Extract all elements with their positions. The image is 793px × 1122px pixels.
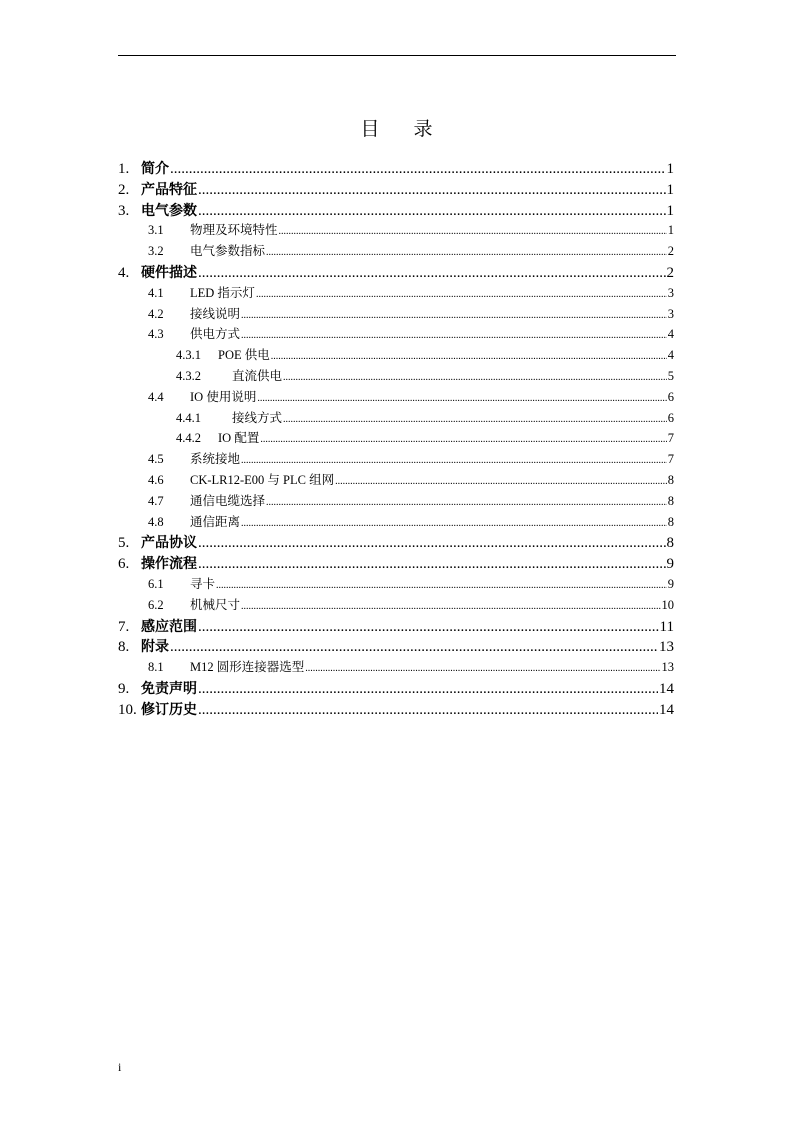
toc-entry-title: 产品协议 [141,535,197,552]
toc-entry-4-1[interactable] [118,283,674,304]
toc-entry-number: 2. [118,181,130,198]
toc-entry-number: 4.2 [148,306,164,321]
dot-leader [279,223,667,238]
dot-leader [198,619,659,636]
dot-leader [170,161,666,178]
dot-leader [266,494,667,509]
toc-entry-6[interactable] [118,553,674,574]
toc-entry-page: 14 [659,701,674,718]
toc-entry-title: 电气参数指标 [190,244,266,259]
dot-leader [241,327,667,342]
toc-entry-4-8[interactable] [118,512,674,533]
toc-entry-title: CK-LR12-E00 与 PLC 组网 [190,472,335,487]
toc-entry-4-3-2[interactable] [118,366,674,387]
toc-entry-page: 4 [667,327,674,342]
toc-entry-number: 4. [118,264,130,281]
toc-entry-3[interactable] [118,200,674,221]
toc-entry-title: 硬件描述 [141,264,197,281]
toc-entry-title: 产品特征 [141,181,197,198]
toc-entry-number: 4.4 [148,389,164,404]
toc-entry-number: 4.1 [148,285,164,300]
toc-entry-page: 11 [659,618,674,635]
toc-entry-4-4[interactable] [118,387,674,408]
toc-entry-page: 9 [667,576,674,591]
toc-entry-number: 3.1 [148,223,164,238]
toc-entry-title: 系统接地 [190,452,241,467]
toc-entry-title: 直流供电 [232,368,283,383]
dot-leader [335,473,667,488]
toc-entry-title: POE 供电 [218,348,270,363]
toc-entry-4-3[interactable] [118,324,674,345]
toc-entry-number: 4.3 [148,327,164,342]
table-of-contents [118,158,674,720]
toc-entry-title: 寻卡 [190,576,216,591]
toc-entry-number: 4.4.1 [176,410,201,425]
toc-entry-page: 4 [667,348,674,363]
toc-entry-7[interactable] [118,616,674,637]
toc-entry-number: 4.8 [148,514,164,529]
toc-entry-4-4-1[interactable] [118,408,674,429]
toc-entry-page: 8 [667,493,674,508]
toc-entry-title: 简介 [141,161,169,177]
dot-leader [241,307,667,322]
footer-page-number: i [118,1060,122,1074]
toc-entry-number: 8. [118,639,130,656]
toc-entry-title: 物理及环境特性 [190,223,278,238]
dot-leader [266,244,667,259]
toc-entry-number: 4.3.1 [176,348,201,363]
toc-entry-page: 14 [659,680,674,697]
toc-entry-number: 1. [118,161,130,177]
toc-entry-number: 10. [118,701,137,718]
toc-entry-4[interactable] [118,262,674,283]
toc-entry-title: 附录 [141,639,169,656]
toc-entry-title: 通信电缆选择 [190,493,266,508]
toc-entry-4-2[interactable] [118,304,674,325]
dot-leader [241,452,667,467]
toc-entry-number: 9. [118,680,130,697]
toc-entry-1[interactable] [118,158,674,179]
toc-entry-page: 5 [667,368,674,383]
toc-entry-10[interactable] [118,699,674,720]
toc-entry-number: 4.5 [148,452,164,467]
dot-leader [198,556,666,573]
toc-entry-4-3-1[interactable] [118,345,674,366]
toc-entry-page: 1 [666,181,674,198]
toc-entry-page: 13 [659,639,674,656]
toc-entry-page: 9 [666,556,674,573]
dot-leader [198,182,666,199]
toc-entry-number: 6. [118,556,130,573]
toc-entry-title: 接线方式 [232,410,283,425]
dot-leader [198,681,658,698]
dot-leader [257,390,666,405]
toc-entry-4-5[interactable] [118,449,674,470]
toc-entry-page: 6 [667,410,674,425]
toc-entry-title: 接线说明 [190,306,241,321]
toc-entry-page: 2 [667,244,674,259]
toc-entry-title: M12 圆形连接器选型 [190,660,305,675]
toc-entry-title: 机械尺寸 [190,597,241,612]
page-title: 目 录 [360,118,447,140]
dot-leader [260,431,666,446]
toc-entry-4-6[interactable] [118,470,674,491]
toc-entry-number: 4.3.2 [176,368,201,383]
toc-entry-3-1[interactable] [118,220,674,241]
toc-entry-number: 3. [118,202,130,219]
toc-entry-page: 6 [667,389,674,404]
toc-entry-number: 8.1 [148,660,164,675]
toc-entry-6-2[interactable] [118,595,674,616]
toc-entry-page: 2 [666,264,674,281]
toc-entry-4-4-2[interactable] [118,428,674,449]
toc-entry-8[interactable] [118,636,674,657]
toc-entry-5[interactable] [118,532,674,553]
toc-entry-title: 感应范围 [141,618,197,635]
toc-entry-number: 4.6 [148,472,164,487]
toc-entry-page: 7 [667,452,674,467]
dot-leader [256,286,667,301]
toc-entry-title: 供电方式 [190,327,241,342]
dot-leader [198,265,666,282]
toc-entry-page: 8 [666,535,674,552]
dot-leader [198,203,666,220]
dot-leader [283,369,667,384]
toc-entry-title: IO 使用说明 [190,389,257,404]
toc-entry-page: 8 [667,472,674,487]
toc-entry-page: 3 [667,285,674,300]
dot-leader [198,702,658,719]
toc-entry-number: 6.2 [148,597,164,612]
toc-entry-title: 电气参数 [141,202,197,219]
toc-entry-2[interactable] [118,179,674,200]
toc-entry-page: 1 [666,161,674,177]
toc-entry-6-1[interactable] [118,574,674,595]
toc-entry-page: 1 [666,202,674,219]
toc-entry-title: LED 指示灯 [190,285,255,300]
toc-entry-page: 13 [661,660,674,675]
toc-entry-title: 修订历史 [141,701,197,718]
toc-entry-4-7[interactable] [118,491,674,512]
toc-entry-title: IO 配置 [218,431,260,446]
dot-leader [241,515,667,530]
header-rule [118,55,676,56]
toc-entry-title: 免责声明 [141,680,197,697]
toc-entry-number: 6.1 [148,576,164,591]
toc-entry-page: 8 [667,514,674,529]
toc-entry-title: 通信距离 [190,514,241,529]
toc-entry-title: 操作流程 [141,556,197,573]
toc-entry-9[interactable] [118,678,674,699]
toc-entry-3-2[interactable] [118,241,674,262]
dot-leader [241,598,660,613]
toc-entry-page: 7 [667,431,674,446]
toc-entry-number: 5. [118,535,130,552]
toc-entry-8-1[interactable] [118,657,674,678]
dot-leader [271,348,667,363]
toc-entry-number: 4.7 [148,493,164,508]
dot-leader [170,639,658,656]
dot-leader [283,411,667,426]
toc-entry-page: 3 [667,306,674,321]
toc-entry-page: 1 [667,223,674,238]
toc-entry-number: 3.2 [148,244,164,259]
toc-entry-page: 10 [661,597,674,612]
dot-leader [305,660,660,675]
toc-entry-number: 4.4.2 [176,431,201,446]
dot-leader [198,535,666,552]
toc-entry-number: 7. [118,618,130,635]
dot-leader [216,577,667,592]
